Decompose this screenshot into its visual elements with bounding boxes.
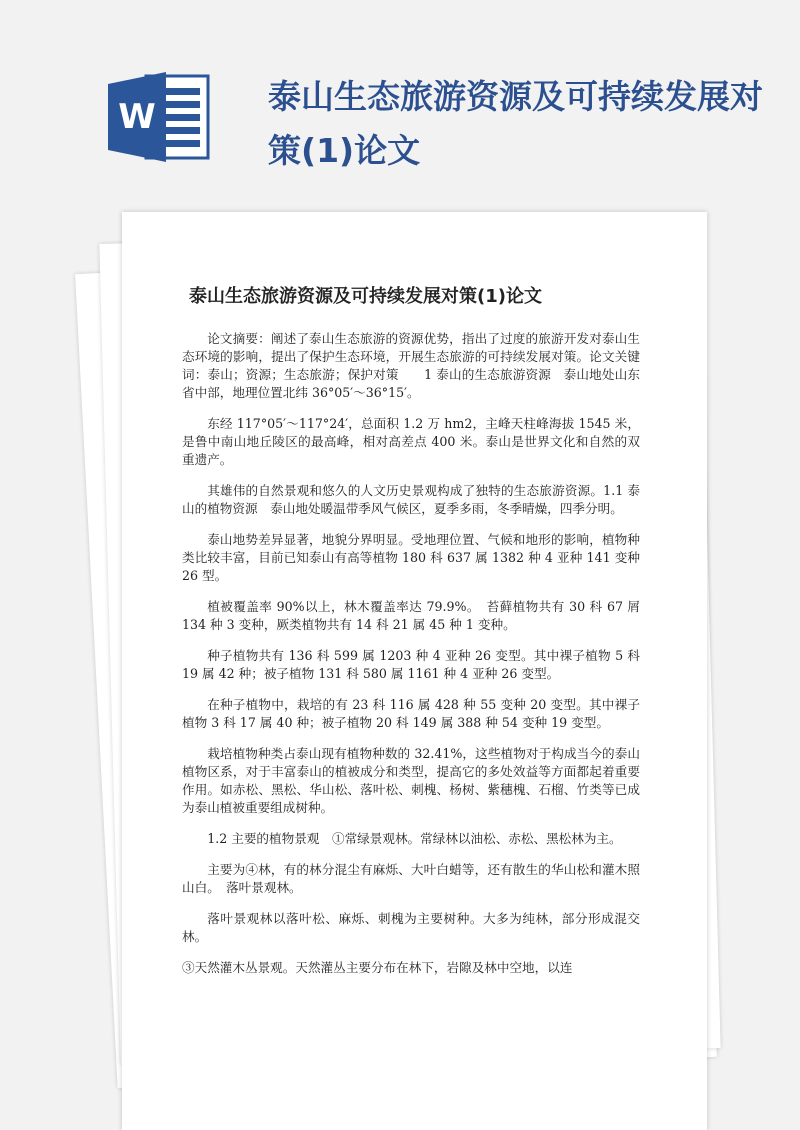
paragraph: 论文摘要：阐述了泰山生态旅游的资源优势，指出了过度的旅游开发对泰山生态环境的影响，提出了保护生态环境，开展生态旅游的可持续发展对策。论文关键词：泰山；资源；生态旅游；保护对策 1 泰山的生态旅游资源 泰山地处山东省中部，地理位置北纬 36°05′～36°15′。 [182,331,640,400]
paragraph: 泰山地势差异显著，地貌分界明显。受地理位置、气候和地形的影响，植物种类比较丰富，目前已知泰山有高等植物 180 科 637 属 1382 种 4 亚种 141 变种 26 型。 [182,532,640,583]
paragraph: ③天然灌木丛景观。天然灌丛主要分布在林下，岩隙及林中空地，以连 [182,960,573,975]
paragraph: 主要为④林，有的林分混尘有麻烁、大叶白蜡等，还有散生的华山松和灌木照山白。 落叶景观林。 [182,862,640,895]
svg-text:W: W [118,97,156,137]
word-document-icon [108,72,212,162]
paragraph: 种子植物共有 136 科 599 属 1203 种 4 亚种 26 变型。其中裸子植物 5 科 19 属 42 种；被子植物 131 科 580 属 1161 种 4 亚种 26 变型。 [182,648,640,681]
document-page [122,212,707,1130]
header [0,0,800,205]
paragraph: 栽培植物种类占泰山现有植物种数的 32.41%，这些植物对于构成当今的泰山植物区系，对于丰富泰山的植被成分和类型，提高它的多处效益等方面都起着重要作用。如赤松、黑松、华山松、落叶松、刺槐、杨树、紫穗槐、石榴、竹类等已成为泰山植被重要组成树种。 [182,746,640,815]
document-title: 泰山生态旅游资源及可持续发展对策(1)论文 [189,286,542,307]
document-body [182,330,640,990]
paragraph: 落叶景观林以落叶松、麻烁、刺槐为主要树种。大多为纯林，部分形成混交林。 [182,911,640,944]
header-title: 泰山生态旅游资源及可持续发展对策(1)论文 [268,77,763,170]
paragraph: 东经 117°05′～117°24′，总面积 1.2 万 hm2，主峰天柱峰海拔 1545 米，是鲁中南山地丘陵区的最高峰，相对高差点 400 米。泰山是世界文化和自然的双重遗产。 [182,416,640,467]
paragraph: 其雄伟的自然景观和悠久的人文历史景观构成了独特的生态旅游资源。1.1 泰山的植物资源 泰山地处暖温带季风气候区，夏季多雨，冬季晴燥，四季分明。 [182,483,640,516]
paragraph: 在种子植物中，栽培的有 23 科 116 属 428 种 55 变种 20 变型。其中裸子植物 3 科 17 属 40 种；被子植物 20 科 149 属 388 种 54 变种 19 变型。 [182,697,640,730]
paragraph: 1.2 主要的植物景观 ①常绿景观林。常绿林以油松、赤松、黑松林为主。 [207,831,622,846]
paragraph: 植被覆盖率 90%以上，林木覆盖率达 79.9%。 苔藓植物共有 30 科 67 屑 134 种 3 变种，厥类植物共有 14 科 21 属 45 种 1 变种。 [182,599,640,632]
